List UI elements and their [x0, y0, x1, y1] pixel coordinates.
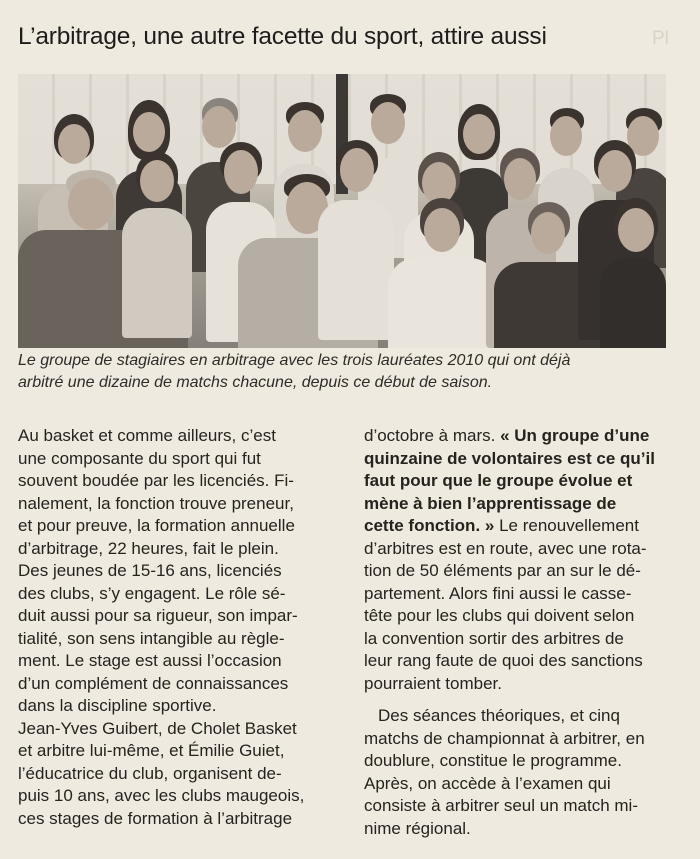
photo-caption [18, 350, 668, 394]
body-line: Au basket et comme ailleurs, c’est [18, 426, 276, 445]
body-line: doublure, constitue le programme. [364, 751, 622, 770]
adjacent-article-fragment: Pl [652, 28, 669, 49]
body-line: puis 10 ans, avec les clubs maugeois, [18, 786, 305, 805]
quote-text: « Un groupe d’une [500, 426, 650, 445]
body-line: d’un complément de connaissances [18, 673, 289, 693]
body-line: Des séances théoriques, et cinq [378, 706, 620, 725]
body-line: Des jeunes de 15-16 ans, licenciés [18, 561, 282, 580]
body-line: d’arbitrage, 22 heures, fait le plein. [18, 538, 279, 558]
article-column-left [18, 425, 340, 830]
body-line: leur rang faute de quoi des sanctions [364, 651, 643, 670]
body-line: consiste à arbitrer seul un match mi- [364, 796, 638, 815]
body-line: duit aussi pour sa rigueur, son impar- [18, 606, 298, 625]
body-line: pourraient tomber. [364, 673, 502, 693]
body-line: la convention sortir des arbitres de [364, 628, 624, 648]
body-line: Jean-Yves Guibert, de Cholet Basket [18, 718, 297, 738]
quote-line: mène à bien l’apprentissage de [364, 493, 617, 513]
body-line: ment. Le stage est aussi l’occasion [18, 651, 282, 670]
caption-line: Le groupe de stagiaires en arbitrage avec les trois lauréates 2010 qui ont déjà [18, 352, 571, 369]
quote-text: cette fonction. » [364, 516, 495, 535]
body-line: ces stages de formation à l’arbitrage [18, 808, 293, 828]
body-text: d’octobre à mars. [364, 426, 501, 445]
body-line: des clubs, s’y engagent. Le rôle sé- [18, 583, 286, 603]
body-text: Le renouvellement [494, 516, 639, 535]
body-line: tion de 50 éléments par an sur le dé- [364, 561, 641, 580]
body-line: l’éducatrice du club, organisent de- [18, 763, 282, 783]
body-line: nime régional. [364, 818, 471, 838]
body-line: dans la discipline sportive. [18, 696, 217, 715]
quote-line: quinzaine de volontaires est ce qu’il [364, 448, 655, 468]
body-line [364, 515, 694, 538]
body-line: matchs de championnat à arbitrer, en [364, 728, 645, 748]
body-line: souvent boudée par les licenciés. Fi- [18, 471, 294, 490]
group-photo [18, 74, 666, 348]
body-line: nalement, la fonction trouve preneur, [18, 493, 294, 513]
body-line: et arbitre lui-même, et Émilie Guiet, [18, 741, 285, 760]
caption-line: arbitré une dizaine de matchs chacune, depuis ce début de saison. [18, 374, 493, 391]
body-line: tête pour les clubs qui doivent selon [364, 606, 635, 625]
headline: L’arbitrage, une autre facette du sport, attire aussi [18, 23, 547, 50]
article-column-right [364, 425, 694, 840]
body-line: partement. Alors fini aussi le casse- [364, 583, 632, 603]
body-line: d’arbitres est en route, avec une rota- [364, 538, 647, 558]
body-line [364, 425, 694, 448]
body-line: et pour preuve, la formation annuelle [18, 516, 295, 535]
quote-line: faut pour que le groupe évolue et [364, 471, 633, 490]
body-line: Après, on accède à l’examen qui [364, 773, 611, 793]
body-line: tialité, son sens intangible au règle- [18, 628, 285, 648]
body-line: une composante du sport qui fut [18, 448, 261, 468]
